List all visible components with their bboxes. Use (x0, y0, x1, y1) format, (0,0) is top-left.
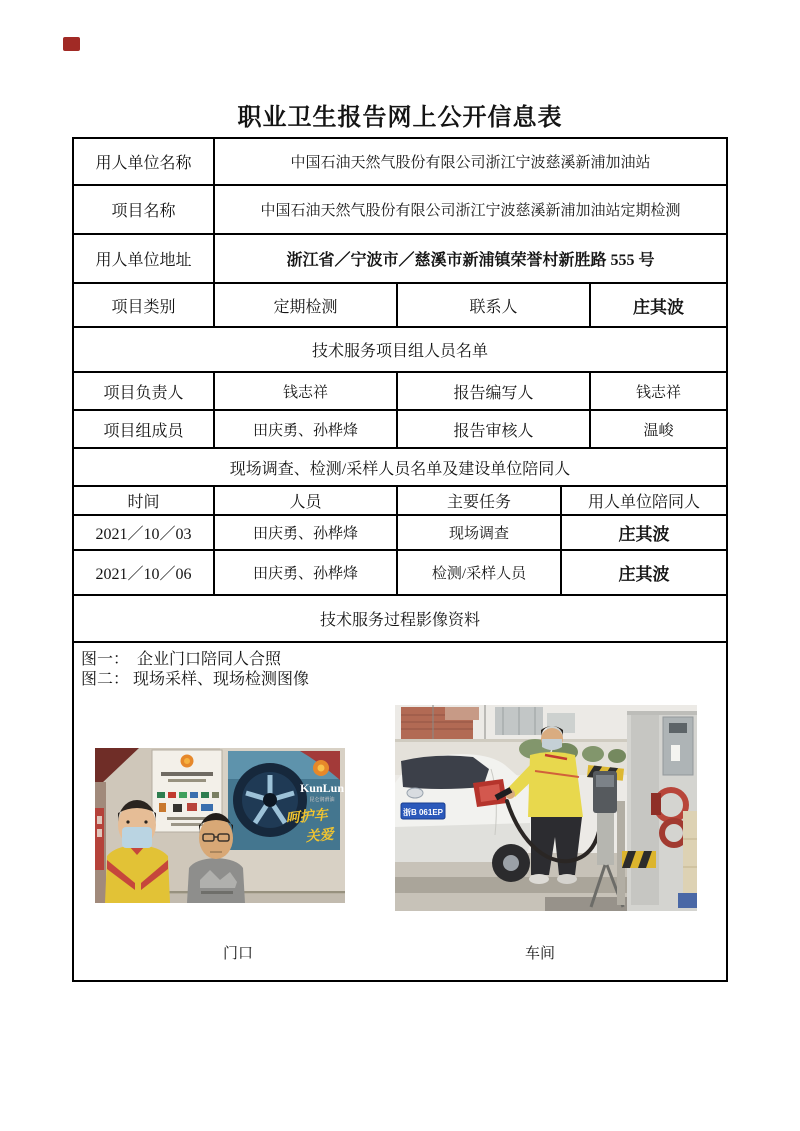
table-row-media-section (74, 596, 726, 643)
project-name-value: 中国石油天然气股份有限公司浙江宁波慈溪新浦加油站定期检测 (260, 203, 681, 219)
table-row-project-name (74, 186, 726, 235)
figure2-note: 图二： 现场采样、现场检测图像 (81, 671, 310, 688)
table-row-site-section (74, 449, 726, 487)
kunlun-poster (228, 751, 344, 850)
site-header-companion: 用人单位陪同人 (587, 494, 700, 511)
site-table-row-2 (74, 551, 726, 596)
contact-value: 庄其波 (633, 297, 684, 317)
license-plate-text: 浙B 061EP (402, 808, 444, 817)
site-table-row-1 (74, 516, 726, 551)
kunlun-brand-text: KunLun (299, 781, 345, 795)
stacked-boxes (683, 811, 697, 895)
team-section-title: 技术服务项目组人员名单 (311, 343, 488, 360)
site-header-time: 时间 (74, 487, 215, 514)
project-type-value: 定期检测 (215, 284, 398, 326)
site-row1-companion: 庄其波 (618, 525, 670, 544)
site-row2-personnel: 田庆勇、孙桦烽 (215, 551, 398, 594)
face-mask (542, 739, 562, 750)
kunlun-sub-text: 昆仑润滑油 (309, 798, 335, 803)
poster-slogan-2: 关爱 (305, 827, 335, 846)
table-row-members (74, 411, 726, 449)
media-cell (74, 643, 726, 980)
report-reviewer-value: 温峻 (643, 422, 674, 439)
table-row-leader (74, 373, 726, 411)
figure-notes (74, 643, 726, 690)
site-row1-personnel: 田庆勇、孙桦烽 (215, 516, 398, 549)
table-row-employer-address (74, 235, 726, 284)
face-mask (122, 827, 152, 848)
site-row1-time: 2021／10／03 (74, 516, 215, 549)
project-type-label: 项目类别 (74, 284, 215, 326)
site-section-title: 现场调查、检测/采样人员名单及建设单位陪同人 (229, 460, 571, 478)
info-table (72, 137, 728, 982)
poster-slogan-1: 呵护车 (285, 808, 329, 827)
media-section-title: 技术服务过程影像资料 (319, 612, 480, 629)
report-writer-value: 钱志祥 (635, 384, 681, 401)
figure1-note: 图一： 企业门口陪同人合照 (81, 651, 282, 668)
blue-crate (678, 893, 697, 908)
report-writer-label: 报告编写人 (398, 373, 591, 409)
red-marker (63, 37, 80, 51)
employer-address-label: 用人单位地址 (74, 235, 215, 282)
media-row (74, 643, 726, 980)
site-row2-companion: 庄其波 (618, 565, 670, 584)
project-leader-value: 钱志祥 (215, 373, 398, 409)
project-leader-label: 项目负责人 (74, 373, 215, 409)
contact-label: 联系人 (398, 284, 591, 326)
site-header-task: 主要任务 (398, 487, 562, 514)
gate-photo (95, 748, 345, 903)
site-row1-task: 现场调查 (398, 516, 562, 549)
page-title: 职业卫生报告网上公开信息表 (237, 105, 563, 131)
photo-caption-workshop: 车间 (524, 946, 556, 962)
report-reviewer-label: 报告审核人 (398, 411, 591, 447)
employer-name-value: 中国石油天然气股份有限公司浙江宁波慈溪新浦加油站 (290, 155, 651, 171)
project-name-label: 项目名称 (74, 186, 215, 233)
photo-caption-gate: 门口 (222, 946, 254, 962)
employer-name-label: 用人单位名称 (74, 139, 215, 184)
employer-address-value: 浙江省／宁波市／慈溪市新浦镇荣誉村新胜路 555 号 (286, 252, 655, 269)
table-row-employer-name (74, 139, 726, 186)
site-row2-task: 检测/采样人员 (398, 551, 562, 594)
site-table-header-row (74, 487, 726, 516)
team-members-value: 田庆勇、孙桦烽 (215, 411, 398, 447)
team-members-label: 项目组成员 (74, 411, 215, 447)
fuel-dispenser (617, 711, 697, 911)
site-header-personnel: 人员 (215, 487, 398, 514)
table-row-project-type (74, 284, 726, 328)
workshop-photo (395, 705, 697, 911)
table-row-team-section (74, 328, 726, 373)
site-row2-time: 2021／10／06 (74, 551, 215, 594)
